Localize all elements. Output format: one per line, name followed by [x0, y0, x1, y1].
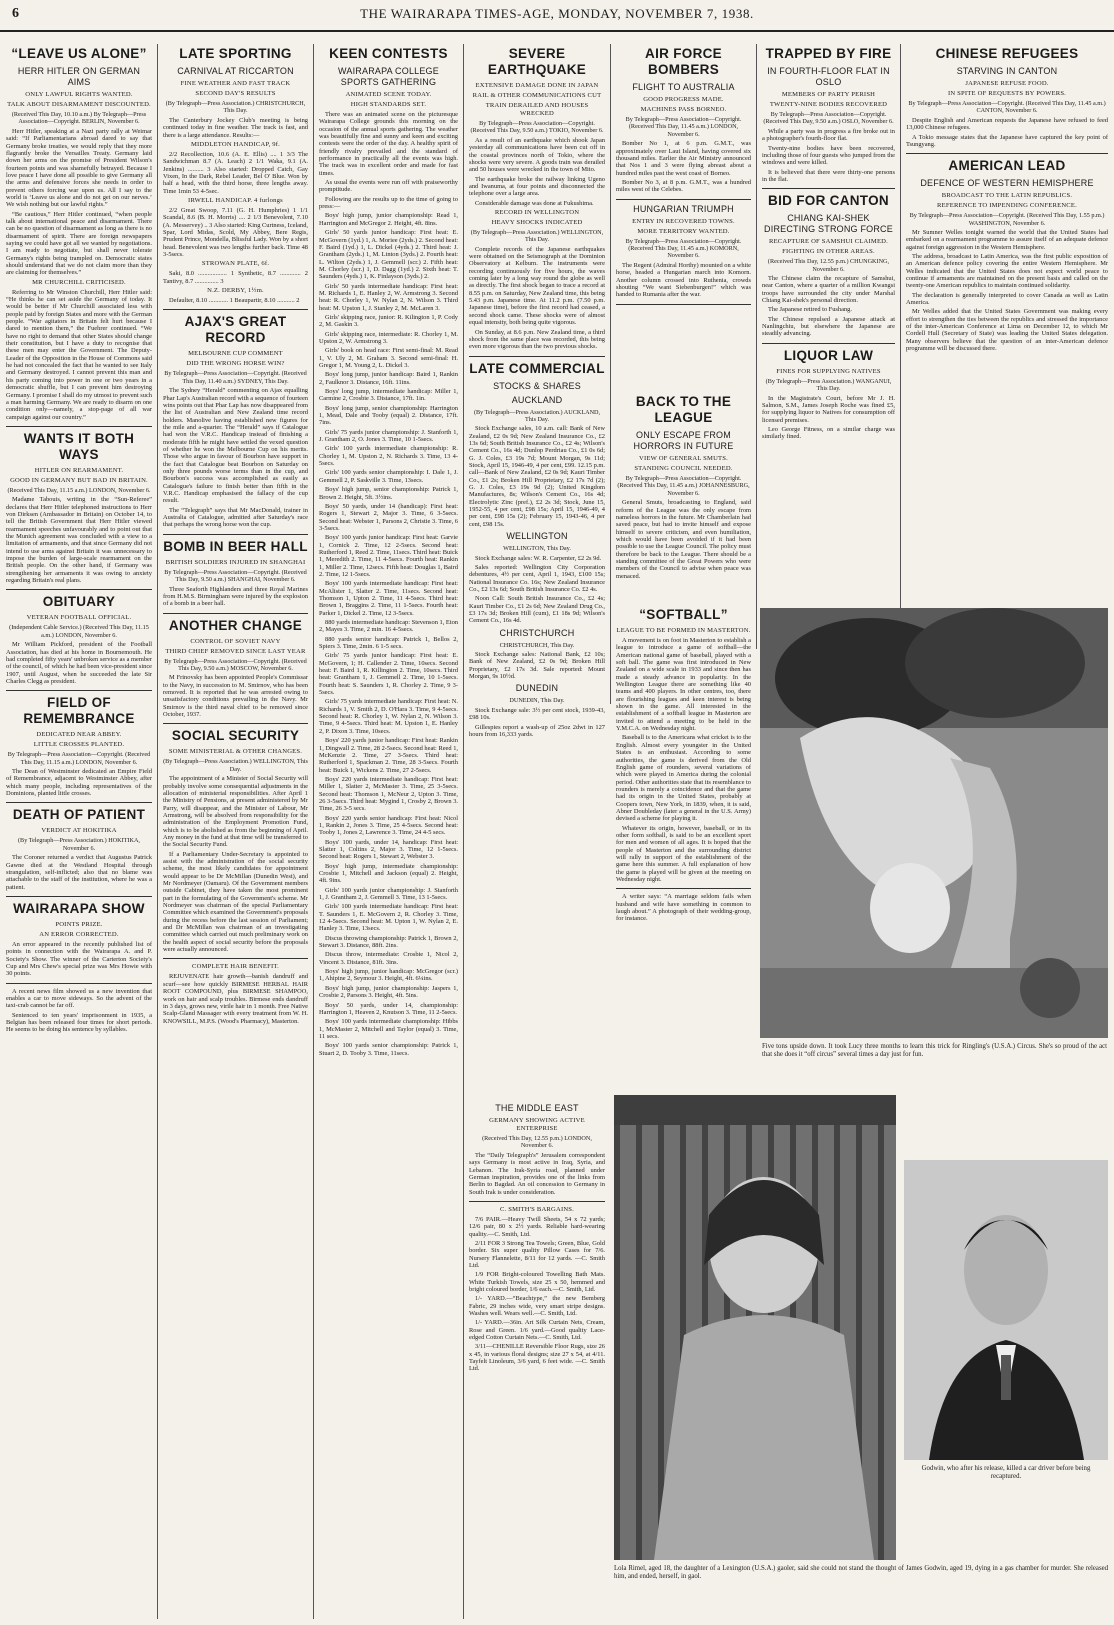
- dateline: DUNEDIN, This Day.: [509, 697, 565, 705]
- deck-line: GOOD IN GERMANY BUT BAD IN BRITAIN.: [10, 476, 148, 484]
- masthead: [0, 0, 1114, 32]
- deck-line: LEAGUE TO BE FORMED IN MASTERTON.: [616, 627, 751, 634]
- body-paragraph: Baseball is to the Americans what cricket is to the English. Almost every youngster in the United States is an enthusiast. According to some authorities, the game is derived from the Old English game of rounders, several variations of which were played in America during the colonial period. Other authorities state that its resemblance to rounders is merely a coincidence and that the game had its origin in the United States, probably at Coopers town, New York, in 1839, when, it is said, Abner Doubleday (later a general in the U.S. Army) devised a scheme for playing it.: [616, 734, 751, 823]
- body-paragraph: If a Parliamentary Under-Secretary is appointed to assist with the administration of the social security scheme, the most likely candidates for appointment would appear to be Dr McMillan (Dunedin West), and Mr Nordmeyer (Oamaru). Of the Government members outside Cabinet, they have taken the most prominent part in the formulating of the Government's scheme. Mr Nordmeyer was chairman of the special Parliamentary Committee which examined the Government's proposals during the recess before the last session of Parliament; and Dr McMillan was chairman of an investigating committee which carried out much preliminary work on the health aspect of social security before the proposals were actually announced.: [163, 850, 308, 954]
- body-paragraph: A recent news film showed us a new invention that enables a car to move sideways. So the advent of the taxi-crab cannot be far off.: [6, 987, 152, 1010]
- dateline: By Telegraph—Press Association—Copyright. (Received This Day, 1.55 p.m.) WASHINGTON, November 6.: [909, 212, 1105, 227]
- body-paragraph: The declaration is generally interpreted to cover Canada as well as Latin America.: [906, 291, 1108, 307]
- body-paragraph: Boys' 220 yards junior handicap: First heat: Rankin 1, Dingwall 2. Time, 28 2-5secs. Second heat: Reed 1, McKenzie 2. Time, 27 3-5secs. Third heat: Rutherford 1, Spackman 2. Time, 28 3-5secs. Fourth heat: Buick 1, Wickens 2. Time, 27 2-5secs.: [319, 737, 458, 774]
- deck-line: HEAVY SHOCKS INDICATED: [491, 218, 583, 226]
- body-paragraph: Despite English and American requests the Japanese have refused to feed 13,000 Chinese refugees.: [906, 116, 1108, 132]
- subheading: HUNGARIAN TRIUMPH: [633, 203, 734, 214]
- deck-line: CONTROL OF SOVIET NAVY: [190, 637, 281, 645]
- subheading: AUCKLAND: [511, 394, 563, 405]
- dateline: CHRISTCHURCH, This Day.: [499, 641, 575, 649]
- body-paragraph: The Dean of Westminster dedicated an Empire Field of Remembrance, adjacent to Westminster Abbey, after which many people, including representatives of the Dominions, planted little crosses.: [6, 768, 152, 798]
- body-paragraph: A Tokio message states that the Japanese have captured the key point of Tsungyang.: [906, 133, 1108, 148]
- dateline: (By Telegraph—Press Association.) CHRISTCHURCH, This Day.: [165, 100, 306, 115]
- dateline: By Telegraph—Press Association—Copyright. (Received This Day, 11.45 a.m.) CANTON, November 6.: [908, 100, 1106, 115]
- body-paragraph: Considerable damage was done at Fukushima.: [475, 199, 594, 207]
- headline: TRAPPED BY FIRE: [765, 46, 892, 61]
- body-paragraph: Stock Exchange sale: 3½ per cent stock, 1939-43, £98 10s.: [469, 706, 605, 722]
- deck-line: AN ERROR CORRECTED.: [39, 931, 119, 938]
- body-paragraph: As a result of an earthquake which shook Japan yesterday all communications have been cut off in the coastal provinces north of Tokio, where the shocks were very severe. A goods train was derailed and 50 houses were wrecked in the town of Mito.: [469, 136, 605, 174]
- column-rule: [313, 44, 314, 1619]
- body-paragraph: Discus throwing championship: Patrick 1, Brown 2, Stewart 3. Distance, 88ft. 2ins.: [319, 934, 458, 950]
- godwin-image: [904, 1160, 1108, 1460]
- dateline: (Received This Day, 12.55 p.m.) CHUNGKING, November 6.: [767, 258, 890, 273]
- deck-line: DID THE WRONG HORSE WIN?: [186, 360, 285, 368]
- headline: LATE SPORTING: [179, 46, 292, 61]
- headline: LIQUOR LAW: [783, 347, 874, 363]
- deck-line: TALK ABOUT DISARMAMENT DISCOUNTED.: [7, 101, 151, 108]
- headline: WAIRARAPA SHOW: [13, 901, 145, 916]
- body-paragraph: Bomber No 1, at 6 p.m. G.M.T., was approximately over Laut Island, having covered six thousand miles. Earlier the Air Ministry announced that Nos 1 and 3 were flying abreast about a hundred miles past the west coast of Borneo.: [616, 140, 751, 177]
- deck-line: LITTLE CROSSES PLANTED.: [33, 741, 125, 749]
- body-paragraph: Twenty-nine bodies have been recovered, including those of four guests who jumped from the windows and were killed.: [762, 144, 895, 167]
- section-divider: [906, 153, 1108, 154]
- deck-line: MR CHURCHILL CRITICISED.: [32, 278, 126, 286]
- dateline: By Telegraph—Press Association—Copyright. (Received This Day, 9.50 a.m.) OSLO, November 6.: [763, 111, 894, 126]
- column-rule: [157, 44, 158, 1619]
- body-paragraph: Boys' 100 yards, under 14, handicap: First heat: Slatter 1, Coltins 2, Major 3. Time, 12 1-5secs. Second heat: Rogers 1, Stewart 2, Webster 3.: [319, 838, 458, 861]
- body-paragraph: Complete records of the Japanese earthquakes were obtained on the Seismograph at the Dominion Observatory at Kelburn. The instruments were recording continuously for five hours, the waves coming later by a long way round the globe as well as directly. The first shock began to trace a record at 8.55 p.m. on Saturday, New Zealand time, this being 5.43 p.m. Japanese time. At 11.2 p.m. (7.50 p.m. Japanese time), before the first record had ceased, a second shock came. These shocks were of almost equal intensity, both being quite vigorous.: [469, 245, 605, 327]
- section-divider: [163, 613, 308, 614]
- body-paragraph: Herr Hitler, speaking at a Nazi party rally at Weimar said: “If Parliamentarians abroad dared to say that Germany broke treaties, we would reply that they more flagrantly broke the Versailles Treaty. Germany laid down her arms on the promise of President Wilson's fourteen points and was shamefully betrayed. Because I love peace I have done all possible to give Germany all the arms and defensive forces she needs in order to prevent others forcing war upon us. All I say to the world is ‘Leave us alone and do not get on our nerves.’ We wish nothing but our lawful rights.”: [6, 127, 152, 209]
- body-paragraph: Boys' long jump, intermediate handicap: Miller 1, Carmine 2, Crosbie 3. Distance, 17ft. 1in.: [319, 388, 458, 403]
- subheading: DEFENCE OF WESTERN HEMISPHERE: [920, 178, 1094, 189]
- deck-line: N.Z. DERBY, 1½m.: [207, 287, 264, 294]
- body-paragraph: The Canterbury Jockey Club's meeting is being continued today in fine weather. The track is fast, and there is a large attendance. Results:—: [163, 116, 308, 139]
- body-paragraph: The Chinese claim the recapture of Samshui, near Canton, where a quarter of a million Kwangsi troops have surrounded the city under Marshal Chiang Kai-shek's personal direction.: [762, 275, 895, 305]
- body-paragraph: Girls' 75 yards junior championship: J. Stanforth 1, J. Grantham 2, O. Jones 3. Time, 10 1-5secs.: [319, 428, 458, 444]
- deck-line: SOME MINISTERIAL & OTHER CHANGES.: [168, 748, 303, 756]
- dateline: (Received This Day, 10.10 a.m.) By Telegraph—Press Association—Copyright. BERLIN, November 6.: [11, 111, 147, 126]
- deck-line: ENTRY IN RECOVERED TOWNS.: [632, 217, 735, 225]
- subheading: CHIANG KAI-SHEK DIRECTING STRONG FORCE: [764, 213, 893, 235]
- body-paragraph: REJUVENATE hair growth—banish dandruff and scurf—see how quickly BIRMESE HERBAL HAIR ROOT COMPOUND, plus BIRMESE SHAMPOO, work on hair and scalp troubles. Birmese ends dandruff in 3 days, grows new, virile hair in 1 month. Free Native Scalp-Gland Massager with every treatment from W. H. KNOWSILL, M.P.S. (Wood's Pharmacy), Masterton.: [163, 973, 308, 1025]
- dateline: By Telegraph—Press Association—Copyright. (Received This Day, 11.45 a.m.) JOHANNESBURG, November 6.: [617, 475, 750, 497]
- column-6: [762, 44, 895, 604]
- column-5-league: [616, 392, 751, 602]
- body-paragraph: Girls' 75 yards intermediate handicap: First heat: N. Richards 1, V. Smith 2, D. O'Hara 3. Time, 9 4-5secs. Second heat: R. Chorley 1, W. Nylan 2, N. Wilson 3. Time, 9 4-5secs. Third heat: M. Upston 1, E. Hanley 2, P. Dixon 3. Time, 10secs.: [319, 698, 458, 735]
- headline: “LEAVE US ALONE”: [11, 46, 147, 61]
- body-paragraph: A writer says: “A marriage seldom fails when husband and wife have something in common to laugh about.” A photograph of their wedding-group, for instance.: [616, 893, 751, 923]
- subheading: DUNEDIN: [515, 683, 559, 694]
- deck-line: VERDICT AT HOKITIKA: [41, 827, 117, 835]
- deck-line: IN SPITE OF REQUESTS BY POWERS.: [947, 90, 1067, 97]
- body-paragraph: Stock Exchange sales, 10 a.m. call: Bank of New Zealand, £2 0s 9d; New Zealand Insurance Co., £2 13s 6d; South British Insurance Co., £2 4s; Wilson's Cement Co., 16s 4d; Dunlop Perdriau Co., £1 0s 6d; G. J. Coles, £3 19s 7d; Mount Morgan, 9s 11d; Stock, April 15, 1946-49, 4 per cent, £99. 12.15 p.m. call—Bank of New Zealand, £2 0s 9d; Kauri Timber Co., £1 2s; Broken Hill Proprietary, £2 17s 7d (2); G. J. Coles, £3 19s 9d (2); United Kingdom Manufactures, 8s; Wilson's Cement Co., 16s 4d; Electrolytic Zinc (pref.), £2 2s 3d; Stock, June 15, 1952-55, 4 per cent, £98 15s; April 15, 1946-49, 4 per cent, £98 15s (2); February 15, 1943-46, 4 per cent, £98 15s.: [469, 425, 605, 528]
- subheading: CHRISTCHURCH: [499, 627, 575, 638]
- body-paragraph: “Be cautious,” Herr Hitler continued, “when people talk about international peace and disarmament. There can be no question of disarmament as long as there is no disarmament of spirit. There are foreign newspapers saying we could have got all we wanted by negotiations. I am ready to negotiate, but shall never tolerate Germany's rights being trampled on. Democratic states should understand that we do not claim more than they are claiming for themselves.”: [6, 210, 152, 277]
- headline: BID FOR CANTON: [768, 193, 889, 209]
- godwin-photo: [904, 1160, 1108, 1460]
- deck-line: C. SMITH'S BARGAINS.: [499, 1205, 575, 1213]
- subheading: WELLINGTON: [506, 531, 568, 542]
- body-paragraph: Girls' 50 yards intermediate handicap: First heat: M. Richards 1, E. Hanley 2, W. Armstrong 3. Second heat: R. Chorley 1, W. Nylan 2, N. Wilson 3. Third heat: M. Upston 1, J. Stanley 2, M. McLaren 3.: [319, 282, 458, 312]
- headline: DEATH OF PATIENT: [12, 807, 146, 823]
- body-paragraph: Gillespies report a wash-up of 25oz 2dwt in 127 hours from 16,333 yards.: [469, 723, 605, 738]
- body-paragraph: On Sunday, at 8.6 p.m. New Zealand time, a third shock from the same place was recorded, this being even more vigorous than the two previous shocks.: [469, 328, 605, 351]
- dateline: (By Telegraph—Press Association.) WELLINGTON, This Day.: [470, 228, 604, 244]
- body-paragraph: 2/11 FOR 3 Strong Tea Towels; Green, Blue, Gold border. Six super quality Pillow Cases for 7/6. Nursery Flannelette, 8/11 for 12 yards. —C. Smith Ltd.: [469, 1239, 605, 1269]
- deck-line: MORE TERRITORY WANTED.: [637, 227, 730, 235]
- body-paragraph: The Coroner returned a verdict that Augustus Patrick Gawne died at the Westland Hospital through strangulation, self-inflicted; also that no blame was attachable to the staff of the institution, where he was a patient.: [6, 854, 152, 891]
- deck-line: RECAPTURE OF SAMSHUI CLAIMED.: [768, 238, 888, 246]
- body-paragraph: While a party was in progress a fire broke out in a photographer's fourth-floor flat.: [762, 127, 895, 143]
- body-paragraph: Girls' 75 yards junior handicap: First heat: E. McGovern, 1; H. Callender 2. Time, 10secs. Second heat: F. Baird 1, R. Killington 2. Time, 10secs. Third heat: Grantham 1, J. Gemmell 2. Time, 10 1-5secs. Fourth heat: S. Saunders 1, R. Chorley 2. Time, 9 3-5secs.: [319, 652, 458, 697]
- section-divider: [163, 309, 308, 310]
- deck-line: SECOND DAY'S RESULTS: [195, 90, 276, 97]
- deck-line: FIGHTING IN OTHER AREAS.: [782, 248, 875, 256]
- dateline: (By Telegraph—Press Association.) AUCKLAND, This Day.: [473, 408, 601, 423]
- body-paragraph: The Sydney “Herald” commenting on Ajax equalling Phar Lap's Australian record with a sequence of fourteen wins points out that Phar Lap has now disappeared from the list of Australian and New Zealand time record holders. Manolive having established new figures for the mile and a-quarter. The “Herald” says if Catalogue had won the V.R.C. Handicap instead of finishing a moderate fifth he might have settled the vexed question of whether he won the Melbourne Cup on his merits. Those who argue in favour of Bourbon have support in the fact that Catalogue beat Bourbon on Saturday on only three pounds worse terms than in the cup, and Bourbon's success was accomplished as easily as Catalogue's failure to finish better than fifth in the V.R.C. Handicap emphasised the fallacy of the cup result.: [163, 387, 308, 505]
- deck-line: FINES FOR SUPPLYING NATIVES: [776, 367, 881, 375]
- dateline: WELLINGTON, This Day.: [503, 545, 571, 553]
- body-paragraph: 880 yards senior handicap: Patrick 1, Bellos 2, Spiers 3. Time, 2min. 6 1-5 secs.: [319, 635, 458, 651]
- body-paragraph: An error appeared in the recently published list of points in connection with the Wairarapa A. and P. Society's Show. The winner of the Carterton Society's Cup and Mrs Chew's special prize was Mrs Howie with 30 points.: [6, 941, 152, 978]
- deck-line: VETERAN FOOTBALL OFFICIAL.: [26, 614, 132, 622]
- body-paragraph: Sentenced to ten years' imprisonment in 1935, a Belgian has been released four times for short periods. He seems to be doing his sentence by syllables.: [6, 1011, 152, 1034]
- circus-caption: Five tons upside down. It took Lucy three months to learn this trick for Ringling's (U.S.A.) Circus. She's so proud of the act that she does it “off circus” several times a day just for fun.: [762, 1043, 1107, 1058]
- body-paragraph: 7/6 PAIR.—Heavy Twill Sheets, 54 x 72 yards; 12/6 pair, 80 x 2½ yards. Reliable hard-wearing quality.—C. Smith, Ltd.: [469, 1215, 605, 1238]
- subheading: FLIGHT TO AUSTRALIA: [632, 82, 735, 92]
- body-paragraph: Saki, 8.0 .................. 1 Synthetic, 8.7 ............. 2 Tantivy, 8.7 ............... 3: [163, 270, 308, 285]
- deck-line: RAIL & OTHER COMMUNICATIONS CUT: [472, 92, 602, 99]
- headline: SEVERE EARTHQUAKE: [487, 46, 587, 77]
- dateline: (By Telegraph—Press Association.) HOKITIKA, November 6.: [18, 837, 140, 852]
- subheading: CARNIVAL AT RICCARTON: [177, 66, 294, 76]
- section-divider: [6, 896, 152, 897]
- dateline: By Telegraph—Press Association—Copyright. (Received This Day, 9.50 a.m.) MOSCOW, November 6.: [164, 657, 307, 672]
- page-number: 6: [12, 6, 19, 21]
- deck-line: TRAIN DERAILED AND HOUSES WRECKED: [485, 102, 589, 117]
- deck-line: GOOD PROGRESS MADE.: [643, 96, 724, 103]
- body-paragraph: The Chinese repulsed a Japanese attack at Nanlingchiu, but elsewhere the Japanese are steadily advancing.: [762, 315, 895, 338]
- body-paragraph: Following are the results up to the time of going to press:—: [319, 195, 458, 211]
- column-1: [6, 44, 152, 1619]
- body-paragraph: The Regent (Admiral Horthy) mounted on a white horse, headed a Hungarian march into Komorn. Another column crossed into Ruthenia, crowds shouting “We want Siebenburgen!” which was handed to Rumania after the war.: [616, 261, 751, 299]
- deck-line: TWENTY-NINE BODIES RECOVERED: [769, 101, 888, 108]
- dateline: By Telegraph—Press Association—Copyright. (Received This Day, 11.45 a.m.) LONDON, November 6.: [625, 116, 742, 138]
- section-divider: [616, 199, 751, 200]
- subheading: WAIRARAPA COLLEGE SPORTS GATHERING: [338, 66, 439, 87]
- column-2: [163, 44, 308, 1619]
- body-paragraph: Boys' 220 yards intermediate handicap: First heat: Miller 1, Slatter 2, McMaster 3. Time, 25 3-5secs. Second heat: Thomson 1, McNeur 2, Upton 3. Time, 26 3-5secs. Third heat: Mygind 1, Crosby 2, Brown 3. Time, 26 3-5 secs.: [319, 775, 458, 813]
- dateline: (Received This Day, 12.55 p.m.) LONDON, November 6.: [482, 1135, 592, 1150]
- column-rule: [463, 44, 464, 1619]
- section-divider: [616, 304, 751, 305]
- body-paragraph: In the Magistrate's Court, before Mr J. H. Salmon, S.M., James Joseph Roche was fined £5, for supplying liquor to Natives for consumption off licensed premises.: [762, 394, 895, 424]
- body-paragraph: Girls' 100 yards intermediate handicap: First heat: T. Saunders 1, E. McGovern 2, R. Chorley 3. Time, 12 4-5secs. Second heat: M. Upton 1, W. Nylan 2, E. Hanley 3. Time, 13secs.: [319, 903, 458, 933]
- rimel-photo: [614, 1095, 896, 1560]
- body-paragraph: Boys' high jump, junior championship: Read 1, Harrington and McGregor 2. Height, 4ft. 8ins.: [319, 212, 458, 227]
- body-paragraph: Boys' high jump, intermediate championship: Crosbie 1, Mitchell and Jackson (equal) 2. Height, 4ft. 9ins.: [319, 862, 458, 885]
- body-paragraph: Leo George Fitness, on a similar charge was similarly fined.: [762, 425, 895, 441]
- body-paragraph: Boys' 220 yards senior handicap: First heat: Nicol 1, Rankin 2, Jones 3. Time, 25 4-5secs. Second heat: Tooby 1, Jones 2, Lawrence 3. Time, 24 4-5 secs.: [319, 814, 458, 837]
- dateline: (Received This Day, 11.15 a.m.) LONDON, November 6.: [7, 486, 151, 494]
- deck-line: MACHINES PASS BORNEO.: [640, 106, 727, 113]
- newspaper-title: THE WAIRARAPA TIMES-AGE, MONDAY, NOVEMBER 7, 1938.: [360, 6, 754, 21]
- middle-east-article: [469, 1100, 605, 1620]
- body-paragraph: 1/9 FOR Bright-coloured Towelling Bath Mats. White Turkish Towels, size 25 x 50, hemmed and bright coloured border, 1/6 each.—C. Smith, Ltd.: [469, 1271, 605, 1293]
- column-rule: [756, 44, 757, 649]
- body-paragraph: Boys' long jump, junior handicap: Baird 1, Rankin 2, Faulknor 3. Distance, 16ft. 11ins.: [319, 371, 458, 386]
- deck-line: HIGH STANDARDS SET.: [350, 101, 427, 108]
- headline: AJAX'S GREAT RECORD: [184, 314, 287, 346]
- body-paragraph: 1/- YARD.—“Beachtype,” the new Bemberg Fabric, 29 inches wide, very smart stripe designs. Washes well. Wears well.—C. Smith, Ltd.: [469, 1295, 605, 1317]
- rimel-image: [614, 1095, 896, 1560]
- deck-line: STROWAN PLATE, 6f.: [201, 260, 270, 268]
- headline: AMERICAN LEAD: [948, 158, 1066, 174]
- body-paragraph: It is believed that there were thirty-one persons in the flat.: [762, 168, 895, 183]
- body-paragraph: Whatever its origin, however, baseball, or in its other form softball, is said to be an excellent sport for men and women of all ages. It is hoped that the people of Masterton and the surrounding district will rally in support of the establishment of the game here this summer. A full explanation of how the game is played will be given at the meeting on Wednesday night.: [616, 824, 751, 883]
- body-paragraph: General Smuts, broadcasting to England, said reform of the League was the only escape from nameless horrors in the future. Mr Chamberlain had saved peace, but had to invite himself and expose himself to severe criticism, and even humiliation, which would have been avoided if it had been possible to use the League Council. The policy must therefore be back to the League. There should be a standing committee of the Great Powers who were members of the Council to advise when peace was menaced.: [616, 499, 751, 580]
- body-paragraph: Girls' book on head race: First semi-final: M. Read 1, V. Uly 2, M. Graham 3. Second semi-final: H. Gregor 1, M. Young 2, L. Dickel 3.: [319, 347, 458, 369]
- deck-line: STANDING COUNCIL NEEDED.: [634, 465, 733, 472]
- deck-line: EXTENSIVE DAMAGE DONE IN JAPAN: [475, 82, 599, 89]
- body-paragraph: The address, broadcast to Latin America, was the first public exposition of an American defence policy covering the entire Western Hemisphere. Mr Welles indicated that the United States does not expect world peace to continue if armaments are maintained on the present basis and called on the twenty-one American republics to maintain continued solidarity.: [906, 253, 1108, 290]
- body-paragraph: 1/- YARD.—36in. Art Silk Curtain Nets, Cream, Rose and Green. 1/6 yard.—Good quality Lace-edged Cotton Curtain Nets.—C. Smith, Ltd.: [469, 1319, 605, 1342]
- subheading: ONLY ESCAPE FROM HORRORS IN FUTURE: [633, 430, 734, 451]
- column-rule: [610, 44, 611, 704]
- body-paragraph: Boys' high jump, junior championship: Jaspers 1, Crosbie 2, Parsons 3. Height, 4ft. 5ins.: [319, 984, 458, 1000]
- body-paragraph: Boys' long jump, senior championship: Harrington 1, Mead, Dale and Tooby (equal) 2. Distance, 17ft. 7ins.: [319, 404, 458, 427]
- body-paragraph: The “Telegraph” says that Mr MacDonald, trainer in Australia of Catalogue, admitted after Saturday's race that perhaps the wrong horse won the cup.: [163, 506, 308, 529]
- body-paragraph: 3/11—CHENILLE Reversible Floor Rugs, size 26 x 45, in various floral designs; size 27 x 54, at 4/11. Tayfelt Linoleum, 3/6 yard, 6 feet wide. —C. Smith Ltd.: [469, 1343, 605, 1373]
- dateline: (By Telegraph—Press Association.) WELLINGTON, This Day.: [163, 758, 308, 773]
- section-divider: [163, 958, 308, 959]
- headline: BACK TO THE LEAGUE: [635, 394, 732, 425]
- body-paragraph: Boys' 100 yards junior handicap: First heat: Garvie 1, Cornick 2. Time, 12 2-5secs. Second heat: Rutherford 1, Reed 2. Time, 11secs. Third heat: Buick 1, Meredith 2. Time, 11 4-5secs. Fourth heat: Rankin 1, Miller 2. Time, 12secs. Fifth heat: Douglas 1, Baird 2. Time, 12 1-5secs.: [319, 534, 458, 578]
- deck-line: ANIMATED SCENE TODAY.: [345, 91, 432, 98]
- section-divider: [6, 426, 152, 427]
- section-divider: [762, 343, 895, 344]
- circus-image: [760, 608, 1108, 1038]
- section-divider: [163, 723, 308, 724]
- headline: BOMB IN BEER HALL: [163, 538, 308, 554]
- section-divider: [6, 690, 152, 691]
- body-paragraph: Boys' 100 yards senior championship: Patrick 1, Stuart 2, D. Tooby 3. Time, 11secs.: [319, 1042, 458, 1057]
- section-divider: [6, 589, 152, 590]
- headline: FIELD OF REMEMBRANCE: [23, 695, 135, 727]
- body-paragraph: Mr William Pickford, president of the Football Association, has died at his home in Bournemouth. He had completed fifty years' unbroken service as a member of the council, of which he had been vice-president since 1907, until August, when he succeeded the late Sir Charles Clegg as president.: [6, 641, 152, 685]
- body-paragraph: The earthquake broke the railway linking Ugeno and Iwanuma, at four points and disconnected the telephone over a large area.: [469, 175, 605, 198]
- deck-line: BROADCAST TO THE LATIN REPUBLICS.: [941, 192, 1073, 200]
- headline: ANOTHER CHANGE: [168, 617, 303, 633]
- section-divider: [6, 983, 152, 984]
- section-divider: [469, 1201, 605, 1202]
- body-paragraph: 2/2 Great Swoop, 7.11 (G. H. Humphries) 1 1/1 Scandal, 8.6 (B. H. Morris) .... 2 1/3 Benevolent, 7.10 (A. Messervey) .. 3 Also started: King Curtness, Iceland, Spar, Lord Midas, Scold, My Abbey, Bere Regis, Prudent Prince, Mondella, Blissful Lady. Won by a short head. Benevolent was two lengths further back. Time 48 3-5secs.: [163, 206, 308, 258]
- body-paragraph: 2/2 Recollection, 10.6 (A. E. Ellis) .... 1 3/3 The Sandwichman 8.7 (A. Leach) 2 1/1 Waka, 9.1 (A. Jenkins) .......... 3 Also started: Dropped Catch, Gay Vixen, In the Dark, Rebel Leader, Bel O' Blue. Won by half a head, with the third horse, three lengths away. Time 1min 53 4-5sec.: [163, 150, 308, 195]
- deck-line: HITLER ON REARMAMENT.: [34, 466, 124, 474]
- godwin-caption: Godwin, who after his release, killed a car driver before being recaptured.: [921, 1465, 1091, 1480]
- deck-line: GERMANY SHOWING ACTIVE ENTERPRISE: [489, 1117, 585, 1132]
- body-paragraph: Girls' 100 yards senior championship: I. Dale 1, J. Gemmell 2, P. Saskville 3. Time, 13secs.: [319, 469, 458, 484]
- body-paragraph: Boys' 100 yards intermediate handicap: First heat: McAlister 1, Slatter 2. Time, 11secs. Second heat: Thomson 1, Upton 2. Time, 11 4-5secs. Third heat: Brown 1, Braggins 2. Time, 11 1-5secs. Fourth heat: Parker 1, Dickel 2. Time, 12 3-5secs.: [319, 580, 458, 617]
- dateline: By Telegraph—Press Association—Copyright. (Received This Day, 9.50 a.m.) TOKIO, November 6.: [470, 120, 604, 135]
- deck-line: POINTS PRIZE.: [55, 921, 103, 928]
- deck-line: THIRD CHIEF REMOVED SINCE LAST YEAR: [165, 647, 306, 655]
- body-paragraph: Boys' 50 yards, under 14 (handicap): First heat: Rogers 1, Stewart 2, Major 3. Time, 6 3-5secs. Second heat: Webster 1, Parsons 2, Christie 3. Time, 6 3-5secs.: [319, 502, 458, 532]
- headline: WANTS IT BOTH WAYS: [23, 430, 135, 462]
- dateline: By Telegraph—Press Association—Copyright. (Received This Day, 11.15 a.m.) LONDON, November 6.: [7, 751, 151, 766]
- body-paragraph: The Japanese retired to Fushang.: [768, 306, 852, 314]
- subheading: THE MIDDLE EAST: [495, 1103, 579, 1113]
- body-paragraph: Madame Tabouis, writing in the “Sun-Referee” declares that Herr Hitler telephoned instructions to Herr von Dirksen (Ambassador in Britain) on October 14, to tell the British Government that Herr Hitler viewed rearmament speeches unfavourably and to point out that the Munich agreement was concluded with a view to a limitation of armaments, and that since Germany did not intend to use arms against Britain it was unnecessary to impose the burden of large-scale rearmament on the British people. On the other hand, if Germany was strengthening her armaments it was owing to anxiety regarding Britain's real plans.: [6, 496, 152, 585]
- subheading: HERR HITLER ON GERMAN AIMS: [17, 66, 141, 87]
- body-paragraph: Girls' 100 yards intermediate championship: R. Chorley 1, M. Upston 2, N. Richards 3. Time, 13 4-5secs.: [319, 445, 458, 468]
- body-paragraph: M Frinovsky has been appointed People's Commissar to the Navy, in succession to M. Smirnov, who has been removed. It is reported that he was arrested owing to unsatisfactory conditions prevailing in the Navy. Mr Smirnov is the third naval chief to be removed since October, 1937.: [163, 674, 308, 719]
- column-7: [906, 44, 1108, 604]
- body-paragraph: Bomber No 3, at 8 p.m. G.M.T., was a hundred miles west of the Celebes.: [616, 178, 751, 194]
- subheading: STOCKS & SHARES: [493, 380, 581, 391]
- subheading: STARVING IN CANTON: [956, 66, 1058, 76]
- body-paragraph: Three Seaforth Highlanders and three Royal Marines from H.M.S. Birmingham were injured by the explosion of a bomb in a beer hall.: [163, 585, 308, 608]
- headline: CHINESE REFUGEES: [935, 46, 1079, 61]
- body-paragraph: Stock Exchange sales: National Bank, £2 10s; Bank of New Zealand, £2 0s 9d; Broken Hill Proprietary, £2 17s 3d. Sale reported: Mount Morgan, 9s 10½d.: [469, 651, 605, 681]
- body-paragraph: The appointment of a Minister of Social Security will probably involve some consequential adjustments in the allocation of ministerial responsibilities. After April 1 the Ministry of Pensions, at present administered by Mr Parry, will disappear, and the Minister of Labour, Mr Armstrong, will be absolved from responsibility for the administration of the Employment Promotion Fund, which is to be abolished as from the beginning of April. Any money in the fund at that time will be transferred to the Social Security Fund.: [163, 775, 308, 849]
- deck-line: VIEW OF GENERAL SMUTS.: [638, 455, 729, 462]
- body-paragraph: 880 yards intermediate handicap: Stevenson 1, Eton 2, Mayes 3. Time, 2 min. 16 4-5secs.: [319, 619, 458, 634]
- section-divider: [616, 888, 751, 889]
- circus-photo: [760, 608, 1108, 1038]
- deck-line: ONLY LAWFUL RIGHTS WANTED.: [25, 91, 133, 98]
- deck-line: RECORD IN WELLINGTON: [494, 208, 580, 216]
- body-paragraph: Mr Sumner Welles tonight warned the world that the United States had embarked on a rearmament programme to assure itself of an adequate defence against foreign aggression in the Western Hemisphere.: [906, 229, 1108, 251]
- body-paragraph: Boys' 100 yards intermediate championship: Hibbs 1, McMaster 2, Mitchell and Taylor (equal) 3. Time, 11 secs.: [319, 1018, 458, 1040]
- softball-article: [616, 605, 751, 1095]
- column-3: [319, 44, 458, 1619]
- body-paragraph: Discus throw, intermediate: Crosbie 1, Nicol 2, Vincent 3. Distance, 81ft. 3ins.: [319, 951, 458, 966]
- body-paragraph: Noon Call: South British Insurance Co., £2 4s; Kauri Timber Co., £1 2s 6d; New Zealand Drug Co., £3 17s 3d; Broken Hill (cum), £1 18s 9d; Wilson's Cement Co., 16s 4d.: [469, 595, 605, 625]
- body-paragraph: As usual the events were run off with praiseworthy promptitude.: [319, 179, 458, 194]
- headline: OBITUARY: [42, 594, 116, 610]
- headline: KEEN CONTESTS: [329, 46, 448, 61]
- deck-line: JAPANESE REFUSE FOOD.: [965, 80, 1049, 87]
- deck-line: REFERENCE TO IMPENDING CONFERENCE.: [937, 202, 1077, 210]
- body-paragraph: Sales reported: Wellington City Corporation debentures, 4½ per cent, April 1, 1943, £100 15s; National Insurance Co. 16s; New Zealand Insurance Co., £2 13s 6d; South British Insurance Co. £2 4s.: [469, 563, 605, 593]
- deck-line: MIDDLETON HANDICAP, 9f.: [190, 140, 281, 148]
- body-paragraph: There was an animated scene on the picturesque Wairarapa College grounds this morning on the occasion of the annual sports gathering. The weather was beautifully fine and sunny and keen and exciting contests were the order of the day. A healthy spirit of friendly rivalry prevailed and the standard of performance in practically all the events was high. The track was in excellent order and made for fast times.: [319, 111, 458, 177]
- deck-line: DEDICATED NEAR ABBEY.: [36, 731, 122, 739]
- rimel-caption: Lola Rimel, aged 18, the daughter of a Lexington (U.S.A.) gaoler, said she could not stand the thought of James Godwin, aged 19, dying in a gas chamber for murder. She released him, and ended, herself, in gaol.: [614, 1565, 1108, 1580]
- body-paragraph: Girls' skipping race, intermediate: R. Chorley 1, M. Upston 2, W. Armstrong 3.: [319, 330, 458, 345]
- body-paragraph: A movement is on foot in Masterton to establish a league to introduce a game of softball—the American national game of baseball, played with a soft ball. The game was first introduced in New Zealand on a wide scale in 1933 and since then has made a steady advance in popularity. In the Wellington League there are something like 40 teams and 400 players. In other centres, too, there are flourishing leagues and keen interest is being shown in the game. All interested in the establishment of a softball league in Masterton are invited to attend a meeting to be held in the Y.M.C.A. on Wednesday night.: [616, 637, 751, 733]
- deck-line: BRITISH SOLDIERS INJURED IN SHANGHAI: [165, 558, 306, 566]
- deck-line: COMPLETE HAIR BENEFIT.: [192, 963, 279, 971]
- body-paragraph: Girls' 50 yards junior handicap: First heat: E. McGovern (1yd.) 1, A. Moriee (2yds.) 2. Second heat: F. Baird (1yd.) 1, L. Dickel (4yds.) 2. Third heat: J. Grantham (2yds.) 1, M. Linton (3yds.) 2. Fourth heat: L. Wilton (2yds.) 1, J. Gemmell (scr.) 2. Fifth heat: M. Chorley (scr.) 1, D. Dagg (1yd.) 2. Sixth heat: T. Saunders (4yds.) 1, K. Finlayson (3yds.) 2.: [319, 229, 458, 281]
- deck-line: MELBOURNE CUP COMMENT: [188, 350, 283, 358]
- body-paragraph: Defaulter, 8.10 ............ 1 Beaupartir, 8.10 ........... 2: [169, 297, 300, 304]
- section-divider: [163, 534, 308, 535]
- body-paragraph: Girls' 100 yards junior championship: J. Stanforth 1, J. Grantham 2, J. Gemmell 3. Time, 13 1-5secs.: [319, 886, 458, 902]
- deck-line: MEMBERS OF PARTY PERISH: [781, 91, 876, 98]
- body-paragraph: The “Daily Telegraph's” Jerusalem correspondent says Germany is most active in Iraq, Syria, and Lebanon. The Irak-Syria road, planned under German inspiration, provides one of the links from Berlin to Bagdad. An oil concession to Germany in South Irak is under consideration.: [469, 1151, 605, 1196]
- section-divider: [762, 188, 895, 189]
- body-paragraph: Boys' high jump, junior handicap: McGregor (scr.) 1, Ahipine 2, Seymour 3. Height, 4ft. 6¼ins.: [319, 968, 458, 983]
- headline: LATE COMMERCIAL: [469, 360, 605, 376]
- body-paragraph: Referring to Mr Winston Churchill, Herr Hitler said: “He thinks he can set aside the Germany of today. It would be better if Mr Churchill associated less with people paid by foreign States and more with the German people. “War agitators in Britain felt hurt because I dared to mention them,” the Fuehrer continued. “We have no right to demand that other States should change their constitution, but I have a duty to recognise that these men may enter the Government. The Deputy-Leader of the Opposition in the House of Commons said he had not concealed the fact that he wanted to see Italy and Germany destroyed. I cannot prevent this man and his party coming into power in one or two years in a democratic shuffle, but I can prevent him destroying Germany. I promise I shall do my utmost to prevent such a man harming Germany. We are ready to disarm on one condition only—namely, a stop-page of all war campaign against our country.”: [6, 288, 152, 421]
- headline: SOCIAL SECURITY: [171, 728, 300, 744]
- dateline: By Telegraph—Press Association—Copyright. (Received This Day, 11.40 a.m.) SYDNEY, This Day.: [164, 370, 307, 385]
- column-5: [616, 44, 751, 384]
- body-paragraph: Girls' skipping race, junior: R. Kilington 1, P. Cody 2, M. Gaskin 3.: [319, 313, 458, 329]
- section-divider: [6, 802, 152, 803]
- dateline: (By Telegraph—Press Association.) WANGANUI, This Day.: [765, 377, 892, 393]
- deck-line: FINE WEATHER AND FAST TRACK: [180, 80, 291, 87]
- body-paragraph: Boys' high jump, senior championship: Patrick 1, Brown 2. Height, 5ft. 3½ins.: [319, 486, 458, 501]
- deck-line: IRWELL HANDICAP. 4 furlongs: [188, 196, 283, 204]
- headline: “SOFTBALL”: [639, 607, 728, 622]
- dateline: (Independent Cable Service.) (Received This Day, 11.15 a.m.) LONDON, November 6.: [9, 624, 149, 639]
- section-divider: [469, 356, 605, 357]
- dateline: By Telegraph—Press Association—Copyright. (Received This Day, 11.45 a.m.) KOMORN, November 6.: [625, 237, 742, 260]
- headline: AIR FORCE BOMBERS: [645, 46, 722, 77]
- body-paragraph: Boys' 50 yards, under 14, championship: Harrington 1, Heaven 2, Knutson 3. Time, 11 2-5secs.: [319, 1001, 458, 1016]
- body-paragraph: Mr Welles added that the United States Government was making every effort to strengthen the ties between the republics and stressed the importance of the inter-American Conference at Lima on December 12, to which Mr Cordell Hull (Secretary of State) was leading the United States delegation. Many observers believe that the question of an inter-American defence programme will be discussed there.: [906, 308, 1108, 353]
- dateline: By Telegraph—Press Association—Copyright. (Received This Day, 9.50 a.m.) SHANGHAI, November 6.: [164, 568, 307, 584]
- body-paragraph: Stock Exchange sales: W. R. Carpenter, £2 2s 9d.: [475, 554, 602, 562]
- column-rule: [900, 44, 901, 649]
- subheading: IN FOURTH-FLOOR FLAT IN OSLO: [767, 66, 890, 87]
